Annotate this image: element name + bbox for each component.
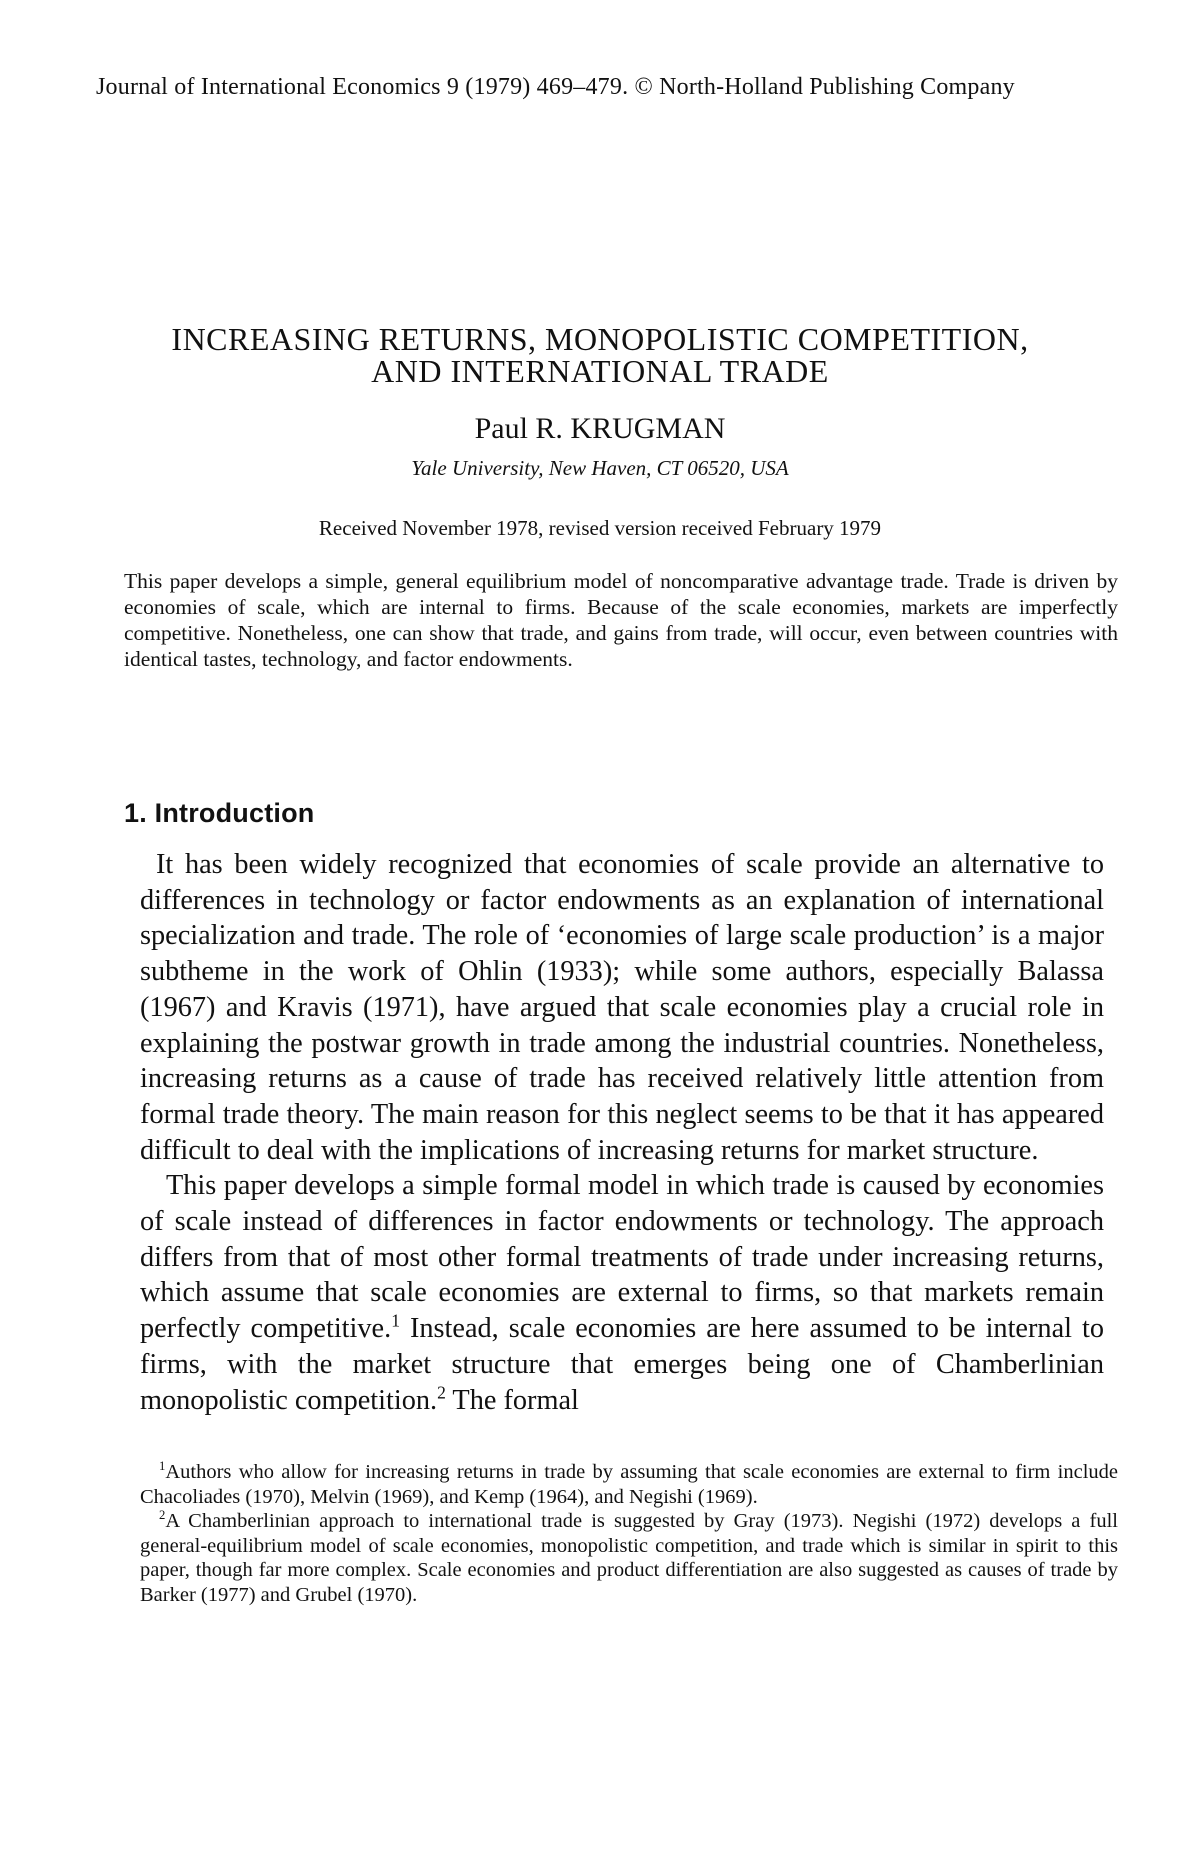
paper-title-line-2: AND INTERNATIONAL TRADE bbox=[371, 353, 829, 389]
paragraph-2-text-a: This paper develops a simple formal model in which trade is caused by economies of scale instead of differences in factor endowments or technology. The approach differs from that of most other formal treatments of trade under increasing returns, which assume that scale economies are external to firms, so that markets remain perfectly competitive. bbox=[140, 1170, 1104, 1345]
footnote-1-text: Authors who allow for increasing returns in trade by assuming that scale economies are external to firm include Chacoliades (1970), Melvin (1969), and Kemp (1964), and Negishi (1969). bbox=[140, 1461, 1118, 1508]
section-heading-introduction: 1. Introduction bbox=[124, 798, 315, 828]
paper-title-line-1: INCREASING RETURNS, MONOPOLISTIC COMPETITION, bbox=[171, 321, 1029, 357]
paragraph-2-text-c: The formal bbox=[445, 1384, 579, 1416]
abstract: This paper develops a simple, general equilibrium model of noncomparative advantage trade. Trade is driven by economies of scale, which are internal to firms. Because of the scale economies, markets are imperfectly competitive. Nonetheless, one can show that trade, and gains from trade, will occur, even between countries with identical tastes, technology, and factor endowments. bbox=[124, 569, 1118, 671]
footnote-1-marker: 1 bbox=[159, 1459, 166, 1474]
introduction-paragraph-1: It has been widely recognized that economies of scale provide an alternative to differences in technology or factor endowments as an explanation of international specialization and trade. The role of ‘economies of large scale production’ is a major subtheme in the work of Ohlin (1933); while some authors, especially Balassa (1967) and Kravis (1971), have argued that scale economies play a crucial role in explaining the postwar growth in trade among the industrial countries. Nonetheless, increasing returns as a cause of trade has received relatively little attention from formal trade theory. The main reason for this neglect seems to be that it has appeared difficult to deal with the implications of increasing returns for market structure. bbox=[140, 849, 1104, 1166]
introduction-body bbox=[140, 847, 1104, 1418]
footnote-2-text: A Chamberlinian approach to international trade is suggested by Gray (1973). Negishi (1972) develops a full general-equilibrium model of scale economies, monopolistic competition, and trade which is similar in spirit to this paper, though far more complex. Scale economies and product differentiation are also suggested as causes of trade by Barker (1977) and Grubel (1970). bbox=[140, 1510, 1118, 1606]
paragraph-2-text-b: Instead, scale economies are here assumed to be internal to firms, with the market structure that emerges being one of Chamberlinian monopolistic competition. bbox=[140, 1313, 1104, 1416]
introduction-paragraph-2 bbox=[140, 1168, 1104, 1418]
footnote-ref-2: 2 bbox=[437, 1382, 446, 1403]
author-name: Paul R. KRUGMAN bbox=[474, 412, 726, 445]
footnotes bbox=[140, 1460, 1118, 1607]
received-dates: Received November 1978, revised version received February 1979 bbox=[318, 516, 882, 540]
author-affiliation: Yale University, New Haven, CT 06520, USA bbox=[411, 456, 789, 480]
footnote-1 bbox=[140, 1460, 1118, 1509]
footnote-2 bbox=[140, 1509, 1118, 1607]
footnote-2-marker: 2 bbox=[159, 1508, 166, 1523]
journal-citation-header: Journal of International Economics 9 (1979) 469–479. © North-Holland Publishing Company bbox=[96, 74, 1015, 100]
footnote-ref-1: 1 bbox=[391, 1310, 400, 1331]
